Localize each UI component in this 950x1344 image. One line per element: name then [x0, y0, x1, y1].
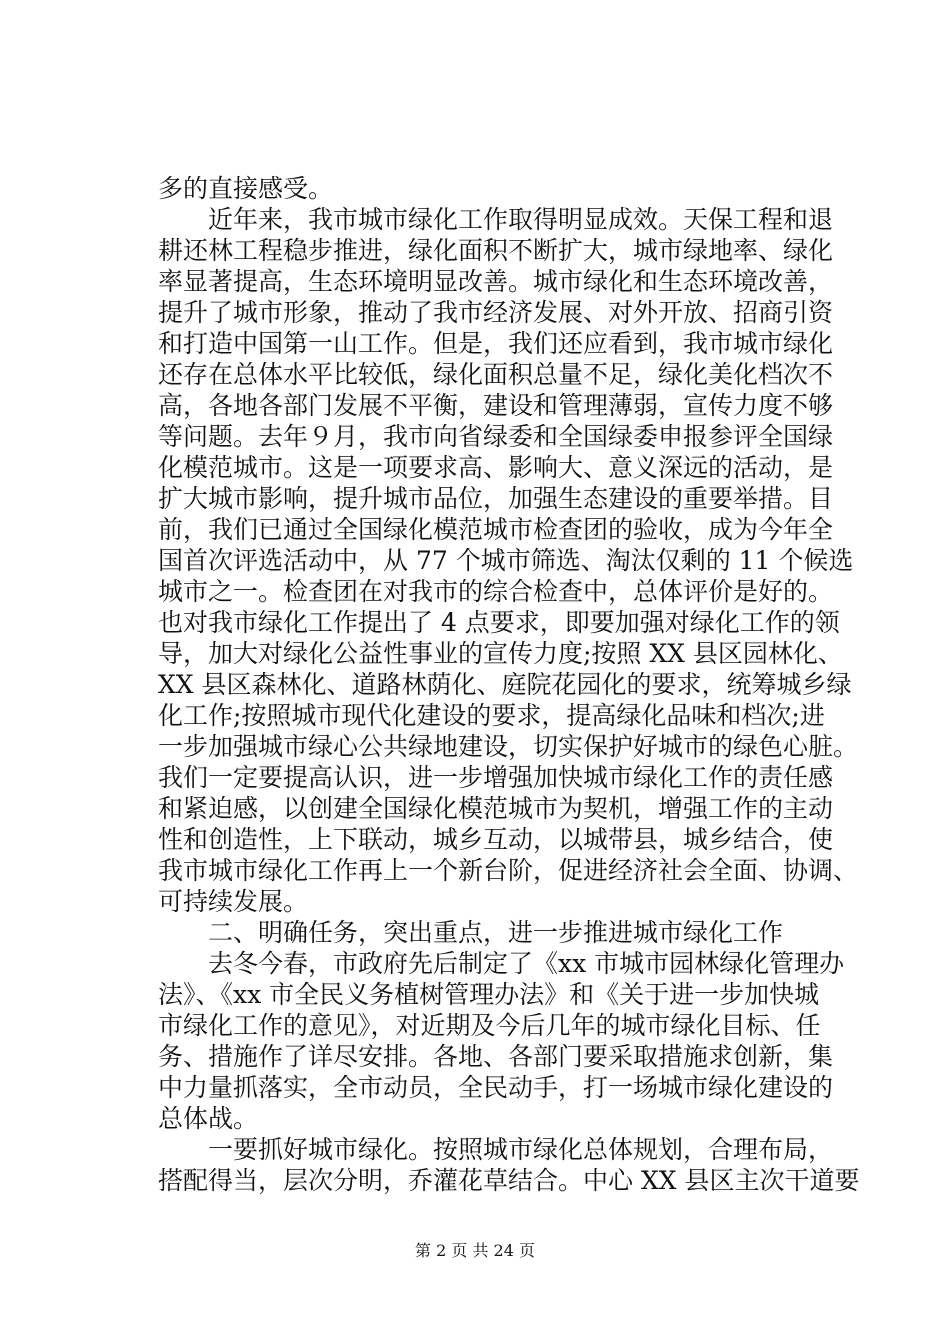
text-line: 提升了城市形象，推动了我市经济发展、对外开放、招商引资 — [158, 298, 834, 327]
text-line: 也对我市绿化工作提出了 4 点要求，即要加强对绿化工作的领 — [158, 608, 840, 637]
text-line: 市绿化工作的意见》，对近期及今后几年的城市绿化目标、任 — [158, 1011, 821, 1040]
text-line: 城市之一。检查团在对我市的综合检查中，总体评价是好的。 — [158, 577, 834, 606]
text-line: 近年来，我市城市绿化工作取得明显成效。天保工程和退 — [158, 205, 834, 234]
text-line: 务、措施作了详尽安排。各地、各部门要采取措施求创新，集 — [158, 1042, 834, 1071]
text-line: 可持续发展。 — [158, 887, 309, 916]
text-line: 一步加强城市绿心公共绿地建设，切实保护好城市的绿色心脏。 — [158, 732, 859, 761]
text-line: 搭配得当，层次分明，乔灌花草结合。中心 XX 县区主次干道要 — [158, 1166, 860, 1195]
text-line: 扩大城市影响，提升城市品位，加强生态建设的重要举措。目 — [158, 484, 834, 513]
text-line: XX 县区森林化、道路林荫化、庭院花园化的要求，统筹城乡绿 — [158, 670, 852, 699]
text-line: 还存在总体水平比较低，绿化面积总量不足，绿化美化档次不 — [158, 360, 834, 389]
text-line: 耕还林工程稳步推进，绿化面积不断扩大，城市绿地率、绿化 — [158, 236, 834, 265]
text-line: 去冬今春，市政府先后制定了《xx 市城市园林绿化管理办 — [158, 949, 845, 978]
text-line: 多的直接感受。 — [158, 174, 334, 203]
text-line: 法》、《xx 市全民义务植树管理办法》和《关于进一步加快城 — [158, 980, 820, 1009]
text-line: 总体战。 — [158, 1104, 259, 1133]
text-line: 一要抓好城市绿化。按照城市绿化总体规划，合理布局， — [158, 1135, 834, 1164]
text-line: 和紧迫感，以创建全国绿化模范城市为契机，增强工作的主动 — [158, 794, 834, 823]
text-line: 性和创造性，上下联动，城乡互动，以城带县，城乡结合，使 — [158, 825, 834, 854]
text-line: 我市城市绿化工作再上一个新台阶，促进经济社会全面、协调、 — [158, 856, 859, 885]
text-line: 导，加大对绿化公益性事业的宣传力度;按照 XX 县区园林化、 — [158, 639, 843, 668]
text-line: 中力量抓落实，全市动员，全民动手，打一场城市绿化建设的 — [158, 1073, 834, 1102]
text-line: 和打造中国第一山工作。但是，我们还应看到，我市城市绿化 — [158, 329, 834, 358]
text-line: 率显著提高，生态环境明显改善。城市绿化和生态环境改善， — [158, 267, 834, 296]
page-number: 第 2 页 共 24 页 — [415, 1241, 535, 1260]
text-line: 化工作;按照城市现代化建设的要求，提高绿化品味和档次;进 — [158, 701, 825, 730]
text-line: 高，各地各部门发展不平衡，建设和管理薄弱，宣传力度不够 — [158, 391, 834, 420]
text-line: 国首次评选活动中，从 77 个城市筛选、淘汰仅剩的 11 个候选 — [158, 546, 854, 575]
text-line: 前，我们已通过全国绿化模范城市检查团的验收，成为今年全 — [158, 515, 834, 544]
text-line: 等问题。去年９月，我市向省绿委和全国绿委申报参评全国绿 — [158, 422, 834, 451]
text-line: 我们一定要提高认识，进一步增强加快城市绿化工作的责任感 — [158, 763, 834, 792]
text-line: 化模范城市。这是一项要求高、影响大、意义深远的活动，是 — [158, 453, 834, 482]
section-heading: 二、明确任务，突出重点，进一步推进城市绿化工作 — [158, 918, 784, 947]
